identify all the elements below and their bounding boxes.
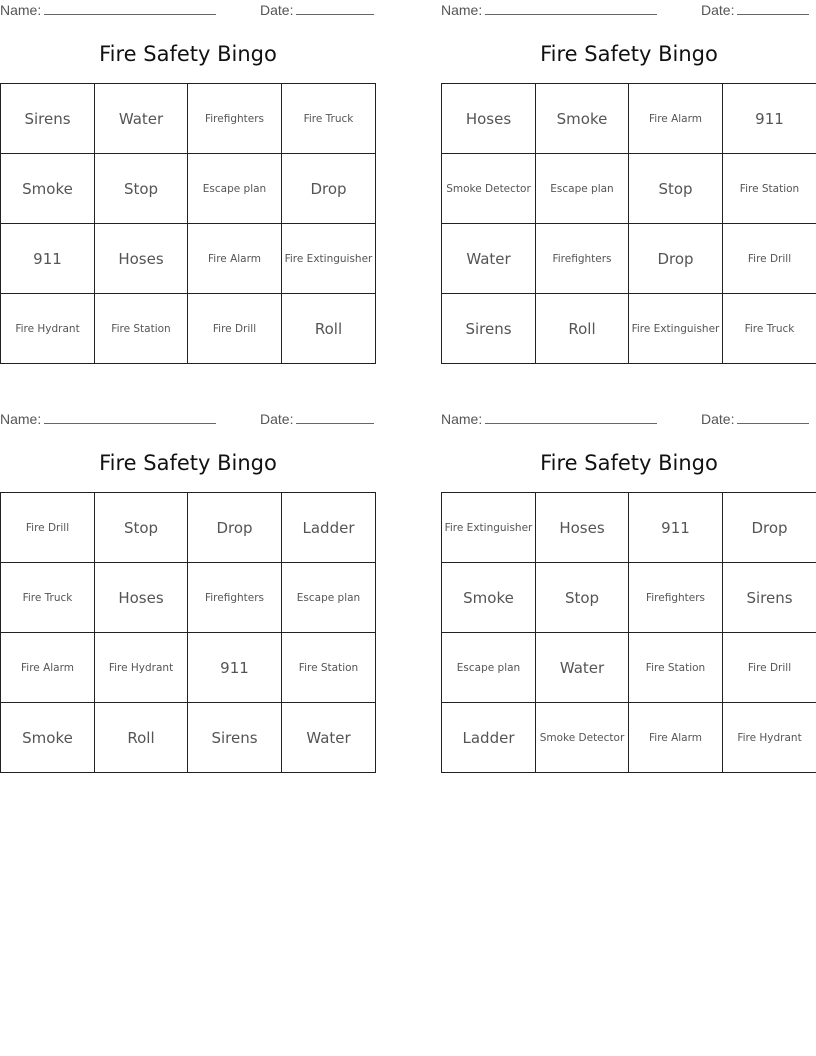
bingo-cell[interactable]: Fire Station	[95, 294, 188, 363]
bingo-cell[interactable]: Escape plan	[442, 633, 536, 703]
card-title: Fire Safety Bingo	[540, 451, 718, 475]
bingo-cell[interactable]: 911	[629, 493, 723, 563]
bingo-cell[interactable]: Fire Extinguisher	[629, 294, 723, 363]
card-header	[441, 409, 816, 429]
card-header	[0, 0, 376, 20]
bingo-grid	[0, 83, 376, 364]
bingo-grid	[441, 83, 816, 364]
bingo-cell[interactable]: Drop	[188, 493, 282, 563]
name-label: Name:	[441, 411, 483, 427]
bingo-cell[interactable]: Fire Drill	[1, 493, 95, 563]
bingo-cell[interactable]: Fire Hydrant	[1, 294, 95, 363]
bingo-cell[interactable]: Stop	[629, 154, 723, 224]
bingo-cell[interactable]: Water	[536, 633, 629, 703]
bingo-cell[interactable]: Hoses	[536, 493, 629, 563]
bingo-cell[interactable]: Fire Alarm	[188, 224, 282, 294]
bingo-cell[interactable]: Stop	[95, 493, 188, 563]
bingo-cell[interactable]: Smoke Detector	[536, 703, 629, 772]
bingo-cell[interactable]: Hoses	[95, 563, 188, 633]
name-blank-line[interactable]	[44, 411, 216, 424]
name-label: Name:	[0, 411, 42, 427]
date-field[interactable]	[260, 411, 374, 427]
card-header	[441, 0, 816, 20]
bingo-cell[interactable]: Water	[95, 84, 188, 154]
date-field[interactable]	[701, 411, 809, 427]
name-label: Name:	[0, 2, 42, 18]
date-label: Date:	[701, 411, 735, 427]
name-blank-line[interactable]	[485, 2, 657, 15]
bingo-card-1	[0, 0, 376, 365]
bingo-cell[interactable]: Fire Alarm	[629, 703, 723, 772]
bingo-cell[interactable]: Fire Hydrant	[737, 731, 802, 744]
name-blank-line[interactable]	[44, 2, 216, 15]
bingo-cell[interactable]: Escape plan	[536, 154, 629, 224]
card-header	[0, 409, 376, 429]
bingo-cell[interactable]: Fire Extinguisher	[282, 224, 375, 294]
bingo-cell[interactable]: Roll	[314, 319, 343, 338]
bingo-cell[interactable]: Smoke	[442, 563, 536, 633]
bingo-cell[interactable]: Fire Truck	[744, 322, 795, 335]
bingo-cell[interactable]: Fire Truck	[1, 563, 95, 633]
bingo-cell[interactable]: Fire Station	[282, 633, 375, 703]
bingo-cell[interactable]: Hoses	[95, 224, 188, 294]
bingo-cell[interactable]: Smoke	[1, 154, 95, 224]
bingo-cell[interactable]: Firefighters	[536, 224, 629, 294]
date-field[interactable]	[260, 2, 374, 18]
bingo-cell[interactable]: Drop	[629, 224, 723, 294]
bingo-cell[interactable]: Stop	[536, 563, 629, 633]
date-blank-line[interactable]	[737, 2, 809, 15]
name-label: Name:	[441, 2, 483, 18]
bingo-cell[interactable]: Drop	[282, 154, 375, 224]
card-title: Fire Safety Bingo	[99, 42, 277, 66]
bingo-cell[interactable]: Sirens	[442, 294, 536, 363]
bingo-card-4	[441, 409, 816, 774]
date-label: Date:	[260, 411, 294, 427]
bingo-cell[interactable]: Fire Station	[629, 633, 723, 703]
bingo-card-2	[441, 0, 816, 365]
bingo-cell[interactable]: Fire Drill	[723, 224, 816, 294]
date-blank-line[interactable]	[296, 2, 374, 15]
bingo-cell[interactable]: Hoses	[442, 84, 536, 154]
date-blank-line[interactable]	[296, 411, 374, 424]
bingo-cell[interactable]: Smoke	[1, 703, 95, 772]
name-blank-line[interactable]	[485, 411, 657, 424]
bingo-card-3	[0, 409, 376, 774]
bingo-cell[interactable]: Smoke	[536, 84, 629, 154]
bingo-cell[interactable]: Fire Drill	[723, 633, 816, 703]
bingo-cell[interactable]: Sirens	[1, 84, 95, 154]
name-field[interactable]	[0, 411, 216, 427]
bingo-cell[interactable]: Water	[306, 728, 351, 747]
bingo-cell[interactable]: Fire Extinguisher	[442, 493, 536, 563]
bingo-cell[interactable]: Fire Hydrant	[95, 633, 188, 703]
bingo-cell[interactable]: Water	[442, 224, 536, 294]
bingo-cell[interactable]: Ladder	[442, 703, 536, 772]
bingo-cell[interactable]: Fire Drill	[188, 294, 282, 363]
bingo-cell[interactable]: Fire Alarm	[629, 84, 723, 154]
bingo-cell[interactable]: 911	[1, 224, 95, 294]
bingo-cell[interactable]: Smoke Detector	[442, 154, 536, 224]
bingo-cell[interactable]: Ladder	[282, 493, 375, 563]
bingo-cell[interactable]: Sirens	[188, 703, 282, 772]
bingo-cell[interactable]: 911	[723, 84, 816, 154]
card-title: Fire Safety Bingo	[540, 42, 718, 66]
bingo-cell[interactable]: Sirens	[723, 563, 816, 633]
bingo-grid	[441, 492, 816, 773]
date-label: Date:	[701, 2, 735, 18]
name-field[interactable]	[0, 2, 216, 18]
bingo-cell[interactable]: Roll	[95, 703, 188, 772]
bingo-cell[interactable]: Stop	[95, 154, 188, 224]
bingo-grid	[0, 492, 376, 773]
date-blank-line[interactable]	[737, 411, 809, 424]
bingo-cell[interactable]: Drop	[723, 493, 816, 563]
bingo-cell[interactable]: 911	[188, 633, 282, 703]
bingo-cell[interactable]: Roll	[536, 294, 629, 363]
bingo-cell[interactable]: Escape plan	[282, 563, 375, 633]
date-field[interactable]	[701, 2, 809, 18]
name-field[interactable]	[441, 411, 657, 427]
bingo-cell[interactable]: Firefighters	[188, 84, 282, 154]
bingo-cell[interactable]: Firefighters	[629, 563, 723, 633]
bingo-cell[interactable]: Firefighters	[188, 563, 282, 633]
card-title: Fire Safety Bingo	[99, 451, 277, 475]
bingo-cell[interactable]: Escape plan	[188, 154, 282, 224]
bingo-cell[interactable]: Fire Truck	[282, 84, 375, 154]
bingo-cell[interactable]: Fire Station	[723, 154, 816, 224]
bingo-cell[interactable]: Fire Alarm	[1, 633, 95, 703]
date-label: Date:	[260, 2, 294, 18]
name-field[interactable]	[441, 2, 657, 18]
